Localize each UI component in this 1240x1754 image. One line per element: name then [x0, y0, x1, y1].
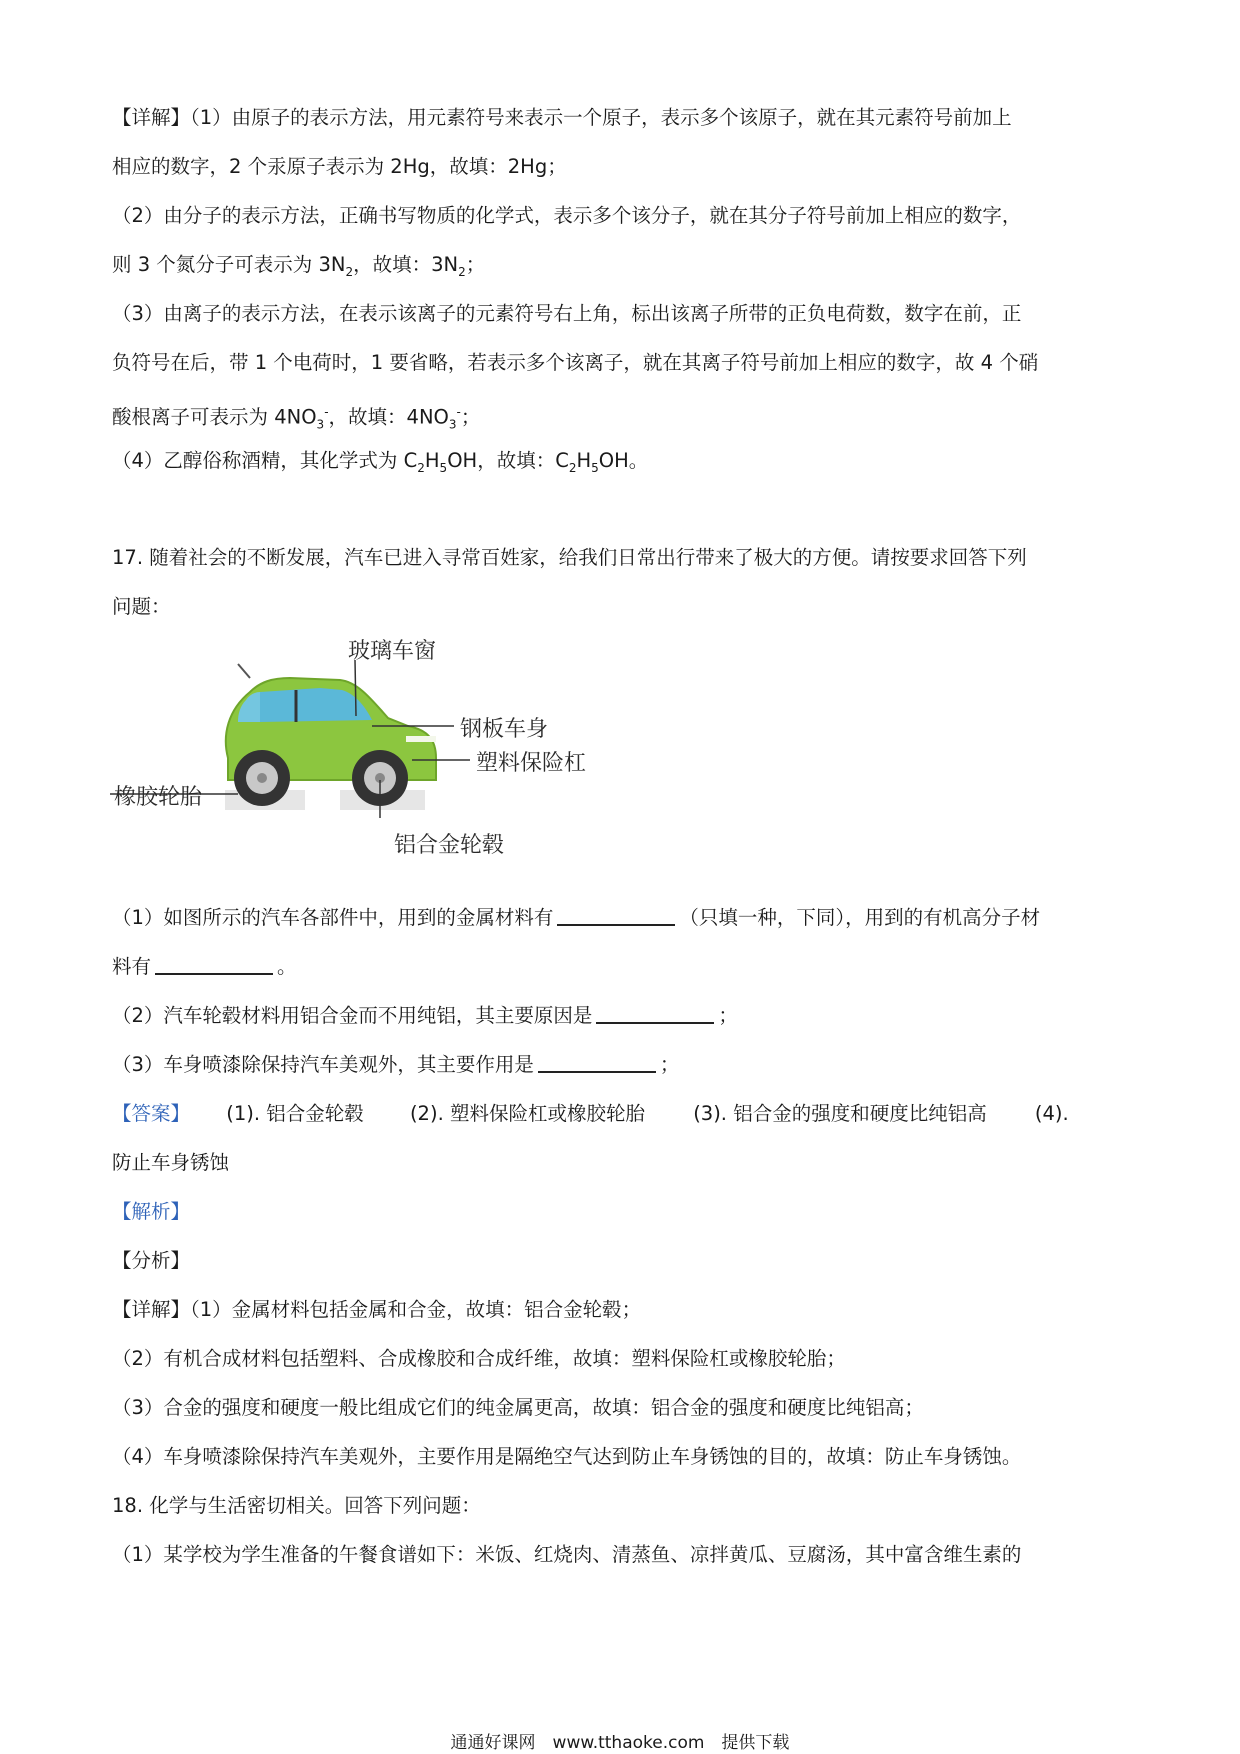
q17-sub1-line1: （1）如图所示的汽车各部件中，用到的金属材料有 （只填一种，下同），用到的有机高分子材 [112, 906, 1041, 929]
q18-sub1: （1）某学校为学生准备的午餐食谱如下：米饭、红烧肉、清蒸鱼、凉拌黄瓜、豆腐汤，其中富含维生素的 [112, 1543, 1022, 1566]
q17-answer-cont: 防止车身锈蚀 [112, 1151, 230, 1174]
q17-detail-4: （4）车身喷漆除保持汽车美观外，主要作用是隔绝空气达到防止车身锈蚀的目的，故填：防止车身锈蚀。 [112, 1445, 1022, 1468]
q17-sub1-line2: 料有 。 [112, 955, 297, 978]
answer-tag: 【答案】 [112, 1102, 191, 1125]
q17-detail-3: （3）合金的强度和硬度一般比组成它们的纯金属更高，故填：铝合金的强度和硬度比纯铝高； [112, 1396, 924, 1419]
page-footer: 通通好课网 www.tthaoke.com 提供下载 [450, 1733, 790, 1753]
q17-sub2: （2）汽车轮毂材料用铝合金而不用纯铝，其主要原因是 ； [112, 1004, 738, 1027]
label-alloy-wheel-hub: 铝合金轮毂 [394, 833, 505, 858]
label-plastic-bumper: 塑料保险杠 [476, 751, 587, 776]
p16-line2: 相应的数字，2 个汞原子表示为 2Hg，故填：2Hg； [112, 155, 567, 178]
p16-line5: （3）由离子的表示方法，在表示该离子的元素符号右上角，标出该离子所带的正负电荷数，数字在前，正 [112, 302, 1022, 325]
answer-blank [538, 1053, 656, 1073]
q17-stem-line2: 问题： [112, 595, 171, 618]
answer-blank [155, 955, 273, 975]
q17-detail-1: 【详解】（1）金属材料包括金属和合金，故填：铝合金轮毂； [112, 1298, 642, 1321]
answer-blank [557, 906, 675, 926]
answer-blank [596, 1004, 714, 1024]
q17-answer-line [112, 1101, 1069, 1127]
answer-item: (3). 铝合金的强度和硬度比纯铝高 [693, 1102, 987, 1125]
label-steel-body: 钢板车身 [460, 717, 549, 742]
label-rubber-tire: 橡胶轮胎 [114, 785, 203, 810]
answer-item: (4). [1034, 1102, 1069, 1125]
p16-line4: 则 3 个氮分子可表示为 $3N_2$，故填：$3N_2$； [112, 253, 486, 279]
analysis-tag: 【解析】 [112, 1200, 191, 1223]
fenxi-tag: 【分析】 [112, 1249, 191, 1272]
p16-line1: 【详解】（1）由原子的表示方法，用元素符号来表示一个原子，表示多个该原子，就在其元素符号前加上 [112, 106, 1012, 129]
p16-line6: 负符号在后，带 1 个电荷时，1 要省略，若表示多个该离子，就在其离子符号前加上相应的数字，故 4 个硝 [112, 351, 1039, 374]
q18-stem: 18. 化学与生活密切相关。回答下列问题： [112, 1494, 481, 1517]
q17-stem-line1: 17. 随着社会的不断发展，汽车已进入寻常百姓家，给我们日常出行带来了极大的方便。请按要求回答下列 [112, 546, 1027, 569]
q17-sub3: （3）车身喷漆除保持汽车美观外，其主要作用是 ； [112, 1053, 680, 1076]
answer-item: (2). 塑料保险杠或橡胶轮胎 [409, 1102, 645, 1125]
q17-detail-2: （2）有机合成材料包括塑料、合成橡胶和合成纤维，故填：塑料保险杠或橡胶轮胎； [112, 1347, 846, 1370]
label-glass-window: 玻璃车窗 [348, 639, 437, 664]
answer-item: (1). 铝合金轮毂 [226, 1102, 364, 1125]
car-figure [110, 640, 630, 870]
p16-line7: 酸根离子可表示为 $4NO_3^-$，故填：$4NO_3^-$； [112, 405, 481, 432]
p16-line8: （4）乙醇俗称酒精，其化学式为 $C_2H_5OH$，故填：$C_2H_5OH$。 [112, 449, 649, 475]
p16-line3: （2）由分子的表示方法，正确书写物质的化学式，表示多个该分子，就在其分子符号前加上相应的数字， [112, 204, 1022, 227]
